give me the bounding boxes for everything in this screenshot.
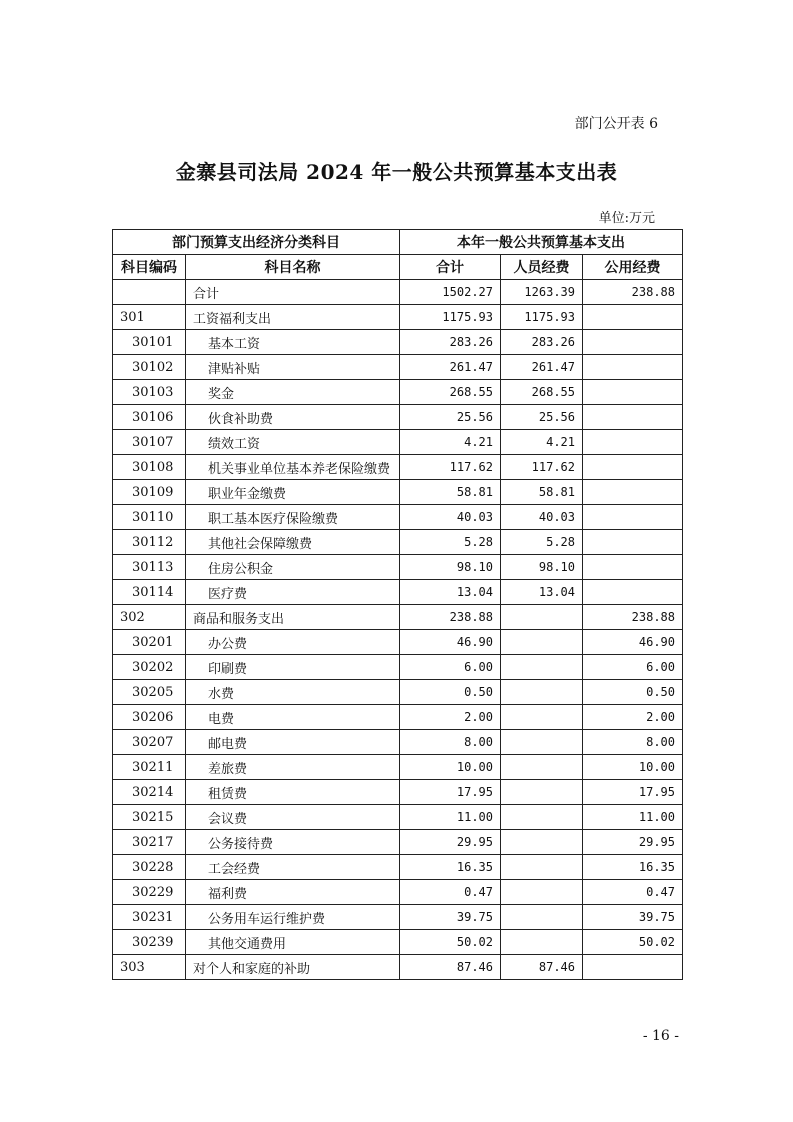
cell-personnel — [501, 730, 583, 755]
cell-total: 98.10 — [400, 555, 501, 580]
cell-public: 50.02 — [583, 930, 683, 955]
cell-public: 0.50 — [583, 680, 683, 705]
cell-public — [583, 505, 683, 530]
cell-name: 机关事业单位基本养老保险缴费 — [186, 455, 400, 480]
column-header-personnel: 人员经费 — [501, 255, 583, 280]
table-row — [113, 855, 683, 880]
cell-public — [583, 430, 683, 455]
cell-total: 29.95 — [400, 830, 501, 855]
cell-code: 30106 — [113, 405, 186, 430]
cell-public — [583, 530, 683, 555]
column-header-total: 合计 — [400, 255, 501, 280]
table-row — [113, 305, 683, 330]
cell-public: 8.00 — [583, 730, 683, 755]
cell-personnel: 87.46 — [501, 955, 583, 980]
cell-total: 13.04 — [400, 580, 501, 605]
cell-public: 238.88 — [583, 605, 683, 630]
table-row — [113, 805, 683, 830]
cell-total: 5.28 — [400, 530, 501, 555]
cell-public: 238.88 — [583, 280, 683, 305]
cell-total: 6.00 — [400, 655, 501, 680]
cell-public: 17.95 — [583, 780, 683, 805]
cell-personnel — [501, 780, 583, 805]
table-row — [113, 530, 683, 555]
cell-name: 印刷费 — [186, 655, 400, 680]
cell-code: 301 — [113, 305, 186, 330]
table-row — [113, 280, 683, 305]
cell-personnel: 1175.93 — [501, 305, 583, 330]
cell-public — [583, 555, 683, 580]
cell-total: 58.81 — [400, 480, 501, 505]
cell-total: 268.55 — [400, 380, 501, 405]
table-row — [113, 905, 683, 930]
cell-code: 30107 — [113, 430, 186, 455]
cell-public — [583, 480, 683, 505]
cell-total: 39.75 — [400, 905, 501, 930]
cell-total: 117.62 — [400, 455, 501, 480]
cell-total: 261.47 — [400, 355, 501, 380]
cell-name: 对个人和家庭的补助 — [186, 955, 400, 980]
cell-code: 30110 — [113, 505, 186, 530]
cell-personnel: 268.55 — [501, 380, 583, 405]
cell-total: 11.00 — [400, 805, 501, 830]
table-row — [113, 430, 683, 455]
page-title: 金寨县司法局 2024 年一般公共预算基本支出表 — [175, 160, 618, 184]
cell-name: 会议费 — [186, 805, 400, 830]
cell-name: 差旅费 — [186, 755, 400, 780]
cell-public — [583, 405, 683, 430]
cell-personnel — [501, 605, 583, 630]
cell-code: 30214 — [113, 780, 186, 805]
cell-code: 30211 — [113, 755, 186, 780]
cell-name: 住房公积金 — [186, 555, 400, 580]
table-row — [113, 330, 683, 355]
cell-name: 其他社会保障缴费 — [186, 530, 400, 555]
unit-label: 单位:万元 — [598, 211, 655, 226]
column-header-row — [113, 255, 683, 280]
cell-personnel — [501, 805, 583, 830]
table-row — [113, 355, 683, 380]
cell-personnel — [501, 930, 583, 955]
cell-public: 0.47 — [583, 880, 683, 905]
table-row — [113, 755, 683, 780]
table-body — [113, 280, 683, 980]
table-row — [113, 680, 683, 705]
table-row — [113, 655, 683, 680]
cell-code: 30101 — [113, 330, 186, 355]
cell-personnel: 13.04 — [501, 580, 583, 605]
cell-code: 302 — [113, 605, 186, 630]
cell-public: 16.35 — [583, 855, 683, 880]
table-row — [113, 605, 683, 630]
cell-code — [113, 280, 186, 305]
cell-personnel: 283.26 — [501, 330, 583, 355]
cell-personnel — [501, 880, 583, 905]
cell-name: 工资福利支出 — [186, 305, 400, 330]
cell-public — [583, 580, 683, 605]
cell-total: 8.00 — [400, 730, 501, 755]
cell-personnel — [501, 705, 583, 730]
cell-name: 奖金 — [186, 380, 400, 405]
cell-total: 50.02 — [400, 930, 501, 955]
group-header-expenditure: 本年一般公共预算基本支出 — [400, 230, 683, 255]
cell-personnel: 117.62 — [501, 455, 583, 480]
group-header-row — [113, 230, 683, 255]
cell-total: 46.90 — [400, 630, 501, 655]
cell-personnel — [501, 830, 583, 855]
cell-total: 4.21 — [400, 430, 501, 455]
cell-public — [583, 455, 683, 480]
table-row — [113, 480, 683, 505]
page-number: - 16 - — [642, 1028, 679, 1044]
cell-code: 30207 — [113, 730, 186, 755]
cell-public: 46.90 — [583, 630, 683, 655]
cell-public — [583, 955, 683, 980]
cell-total: 25.56 — [400, 405, 501, 430]
cell-name: 商品和服务支出 — [186, 605, 400, 630]
cell-personnel: 4.21 — [501, 430, 583, 455]
cell-name: 公务用车运行维护费 — [186, 905, 400, 930]
table-row — [113, 830, 683, 855]
cell-name: 水费 — [186, 680, 400, 705]
cell-personnel: 98.10 — [501, 555, 583, 580]
cell-name: 其他交通费用 — [186, 930, 400, 955]
cell-code: 30113 — [113, 555, 186, 580]
cell-code: 30239 — [113, 930, 186, 955]
cell-code: 30205 — [113, 680, 186, 705]
cell-personnel — [501, 655, 583, 680]
table-row — [113, 780, 683, 805]
cell-code: 30112 — [113, 530, 186, 555]
cell-name: 电费 — [186, 705, 400, 730]
group-header-classification: 部门预算支出经济分类科目 — [113, 230, 400, 255]
column-header-code: 科目编码 — [113, 255, 186, 280]
table-row — [113, 730, 683, 755]
cell-total: 283.26 — [400, 330, 501, 355]
cell-personnel — [501, 680, 583, 705]
cell-code: 30102 — [113, 355, 186, 380]
table-row — [113, 580, 683, 605]
cell-name: 邮电费 — [186, 730, 400, 755]
cell-code: 30215 — [113, 805, 186, 830]
cell-personnel — [501, 905, 583, 930]
table-label: 部门公开表 6 — [574, 116, 658, 132]
table-row — [113, 955, 683, 980]
table-row — [113, 880, 683, 905]
cell-personnel: 58.81 — [501, 480, 583, 505]
table-row — [113, 455, 683, 480]
table-row — [113, 630, 683, 655]
cell-name: 租赁费 — [186, 780, 400, 805]
table-row — [113, 930, 683, 955]
cell-code: 303 — [113, 955, 186, 980]
cell-total: 0.47 — [400, 880, 501, 905]
cell-personnel: 261.47 — [501, 355, 583, 380]
table-row — [113, 505, 683, 530]
cell-name: 津贴补贴 — [186, 355, 400, 380]
cell-personnel — [501, 855, 583, 880]
cell-name: 合计 — [186, 280, 400, 305]
cell-public: 11.00 — [583, 805, 683, 830]
cell-code: 30114 — [113, 580, 186, 605]
cell-personnel: 25.56 — [501, 405, 583, 430]
cell-public — [583, 355, 683, 380]
cell-public — [583, 305, 683, 330]
cell-code: 30231 — [113, 905, 186, 930]
cell-public — [583, 330, 683, 355]
cell-name: 职业年金缴费 — [186, 480, 400, 505]
cell-code: 30228 — [113, 855, 186, 880]
cell-name: 福利费 — [186, 880, 400, 905]
cell-name: 医疗费 — [186, 580, 400, 605]
cell-code: 30202 — [113, 655, 186, 680]
table-row — [113, 380, 683, 405]
cell-public: 6.00 — [583, 655, 683, 680]
cell-personnel: 40.03 — [501, 505, 583, 530]
cell-total: 87.46 — [400, 955, 501, 980]
cell-name: 工会经费 — [186, 855, 400, 880]
cell-total: 238.88 — [400, 605, 501, 630]
cell-code: 30206 — [113, 705, 186, 730]
cell-name: 基本工资 — [186, 330, 400, 355]
column-header-name: 科目名称 — [186, 255, 400, 280]
cell-personnel: 5.28 — [501, 530, 583, 555]
cell-total: 17.95 — [400, 780, 501, 805]
cell-code: 30217 — [113, 830, 186, 855]
cell-public: 39.75 — [583, 905, 683, 930]
table-row — [113, 405, 683, 430]
cell-total: 0.50 — [400, 680, 501, 705]
cell-public: 10.00 — [583, 755, 683, 780]
table-row — [113, 705, 683, 730]
cell-name: 职工基本医疗保险缴费 — [186, 505, 400, 530]
cell-total: 16.35 — [400, 855, 501, 880]
cell-code: 30229 — [113, 880, 186, 905]
cell-code: 30108 — [113, 455, 186, 480]
cell-name: 公务接待费 — [186, 830, 400, 855]
column-header-public: 公用经费 — [583, 255, 683, 280]
cell-public — [583, 380, 683, 405]
cell-code: 30201 — [113, 630, 186, 655]
cell-personnel — [501, 755, 583, 780]
cell-name: 办公费 — [186, 630, 400, 655]
cell-code: 30103 — [113, 380, 186, 405]
cell-public: 29.95 — [583, 830, 683, 855]
cell-name: 绩效工资 — [186, 430, 400, 455]
cell-code: 30109 — [113, 480, 186, 505]
cell-total: 1502.27 — [400, 280, 501, 305]
cell-personnel — [501, 630, 583, 655]
budget-table — [112, 229, 683, 980]
cell-public: 2.00 — [583, 705, 683, 730]
cell-total: 40.03 — [400, 505, 501, 530]
cell-total: 10.00 — [400, 755, 501, 780]
cell-total: 2.00 — [400, 705, 501, 730]
table-row — [113, 555, 683, 580]
cell-personnel: 1263.39 — [501, 280, 583, 305]
cell-name: 伙食补助费 — [186, 405, 400, 430]
cell-total: 1175.93 — [400, 305, 501, 330]
